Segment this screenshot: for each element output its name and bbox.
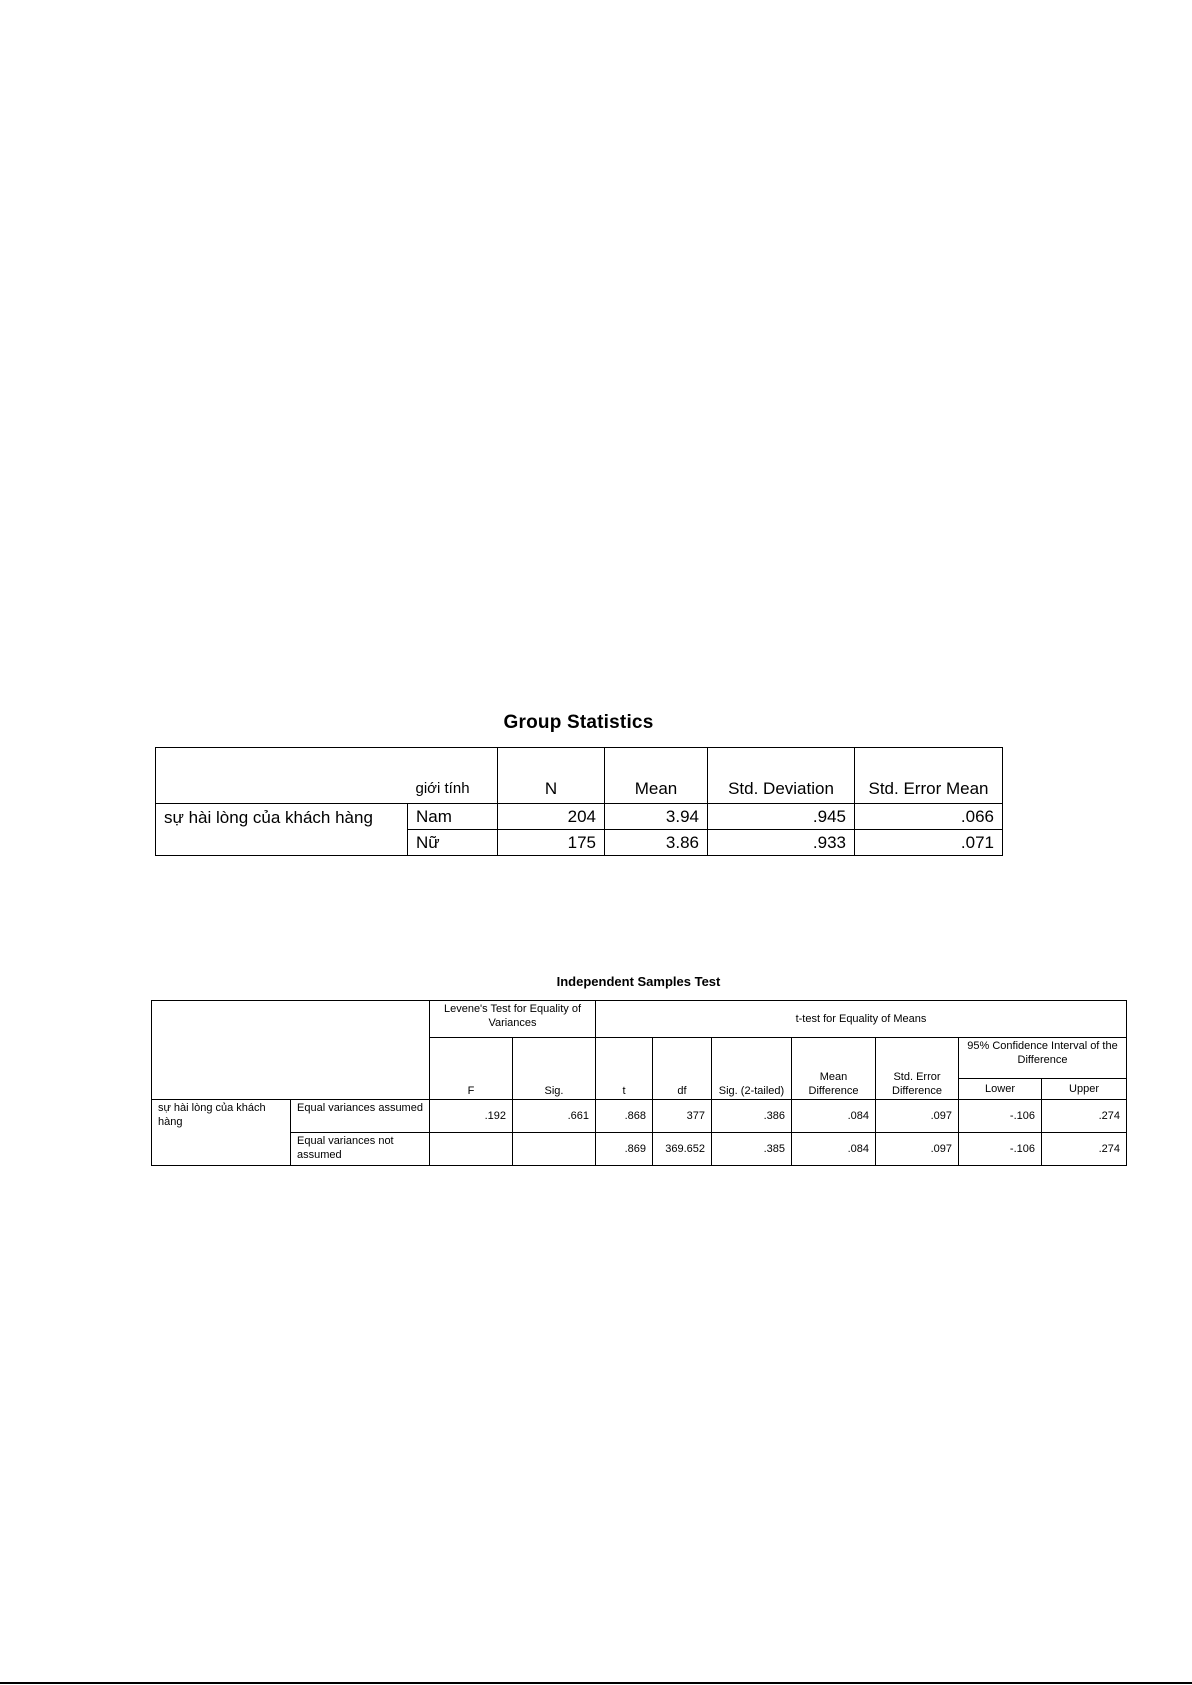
row-label: Equal variances not assumed: [291, 1133, 430, 1166]
table-row: [156, 804, 1003, 830]
cell-sig: .661: [513, 1100, 596, 1133]
cell-n: 204: [498, 804, 605, 830]
cell-std-error-mean: .071: [855, 830, 1003, 856]
header-lower: Lower: [959, 1079, 1042, 1100]
cell-sig-2-tailed: .386: [712, 1100, 792, 1133]
header-mean-difference: Mean Difference: [792, 1038, 876, 1100]
header-n: N: [498, 748, 605, 804]
cell-std-error-mean: .066: [855, 804, 1003, 830]
header-sig-2-tailed: Sig. (2-tailed): [712, 1038, 792, 1100]
header-sig: Sig.: [513, 1038, 596, 1100]
cell-std-error-difference: .097: [876, 1100, 959, 1133]
header-std-error-mean: Std. Error Mean: [855, 748, 1003, 804]
group-label: Nữ: [408, 830, 498, 856]
group-statistics-header-row: [156, 748, 1003, 804]
cell-lower: -.106: [959, 1100, 1042, 1133]
cell-f: .192: [430, 1100, 513, 1133]
header-confidence-interval: 95% Confidence Interval of the Difference: [959, 1038, 1127, 1079]
ist-header-row-1: [152, 1001, 1127, 1038]
cell-mean-difference: .084: [792, 1133, 876, 1166]
cell-n: 175: [498, 830, 605, 856]
cell-upper: .274: [1042, 1133, 1127, 1166]
header-df: df: [653, 1038, 712, 1100]
header-t: t: [596, 1038, 653, 1100]
cell-t: .868: [596, 1100, 653, 1133]
variable-label: sự hài lòng của khách hàng: [152, 1100, 291, 1166]
cell-sig: [513, 1133, 596, 1166]
header-f: F: [430, 1038, 513, 1100]
header-levene: Levene's Test for Equality of Variances: [430, 1001, 596, 1038]
header-ttest: t-test for Equality of Means: [596, 1001, 1127, 1038]
header-gender: giới tính: [408, 748, 498, 804]
group-statistics-table: [155, 747, 1003, 856]
table-row: [152, 1100, 1127, 1133]
cell-f: [430, 1133, 513, 1166]
header-std-deviation: Std. Deviation: [708, 748, 855, 804]
header-upper: Upper: [1042, 1079, 1127, 1100]
page-bottom-rule: [0, 1682, 1192, 1684]
row-label: Equal variances assumed: [291, 1100, 430, 1133]
table-row: [152, 1133, 1127, 1166]
cell-lower: -.106: [959, 1133, 1042, 1166]
group-statistics-title: Group Statistics: [503, 712, 654, 733]
group-label: Nam: [408, 804, 498, 830]
cell-upper: .274: [1042, 1100, 1127, 1133]
cell-df: 377: [653, 1100, 712, 1133]
cell-t: .869: [596, 1133, 653, 1166]
header-empty-cell: [152, 1001, 430, 1100]
independent-samples-test-title: Independent Samples Test: [556, 974, 721, 989]
cell-df: 369.652: [653, 1133, 712, 1166]
header-empty-cell: [156, 748, 408, 804]
cell-std-deviation: .945: [708, 804, 855, 830]
independent-samples-test-table: [151, 1000, 1127, 1166]
cell-sig-2-tailed: .385: [712, 1133, 792, 1166]
cell-mean: 3.94: [605, 804, 708, 830]
cell-std-error-difference: .097: [876, 1133, 959, 1166]
cell-mean: 3.86: [605, 830, 708, 856]
header-mean: Mean: [605, 748, 708, 804]
header-std-error-difference: Std. Error Difference: [876, 1038, 959, 1100]
variable-label: sự hài lòng của khách hàng: [156, 804, 408, 856]
cell-std-deviation: .933: [708, 830, 855, 856]
cell-mean-difference: .084: [792, 1100, 876, 1133]
